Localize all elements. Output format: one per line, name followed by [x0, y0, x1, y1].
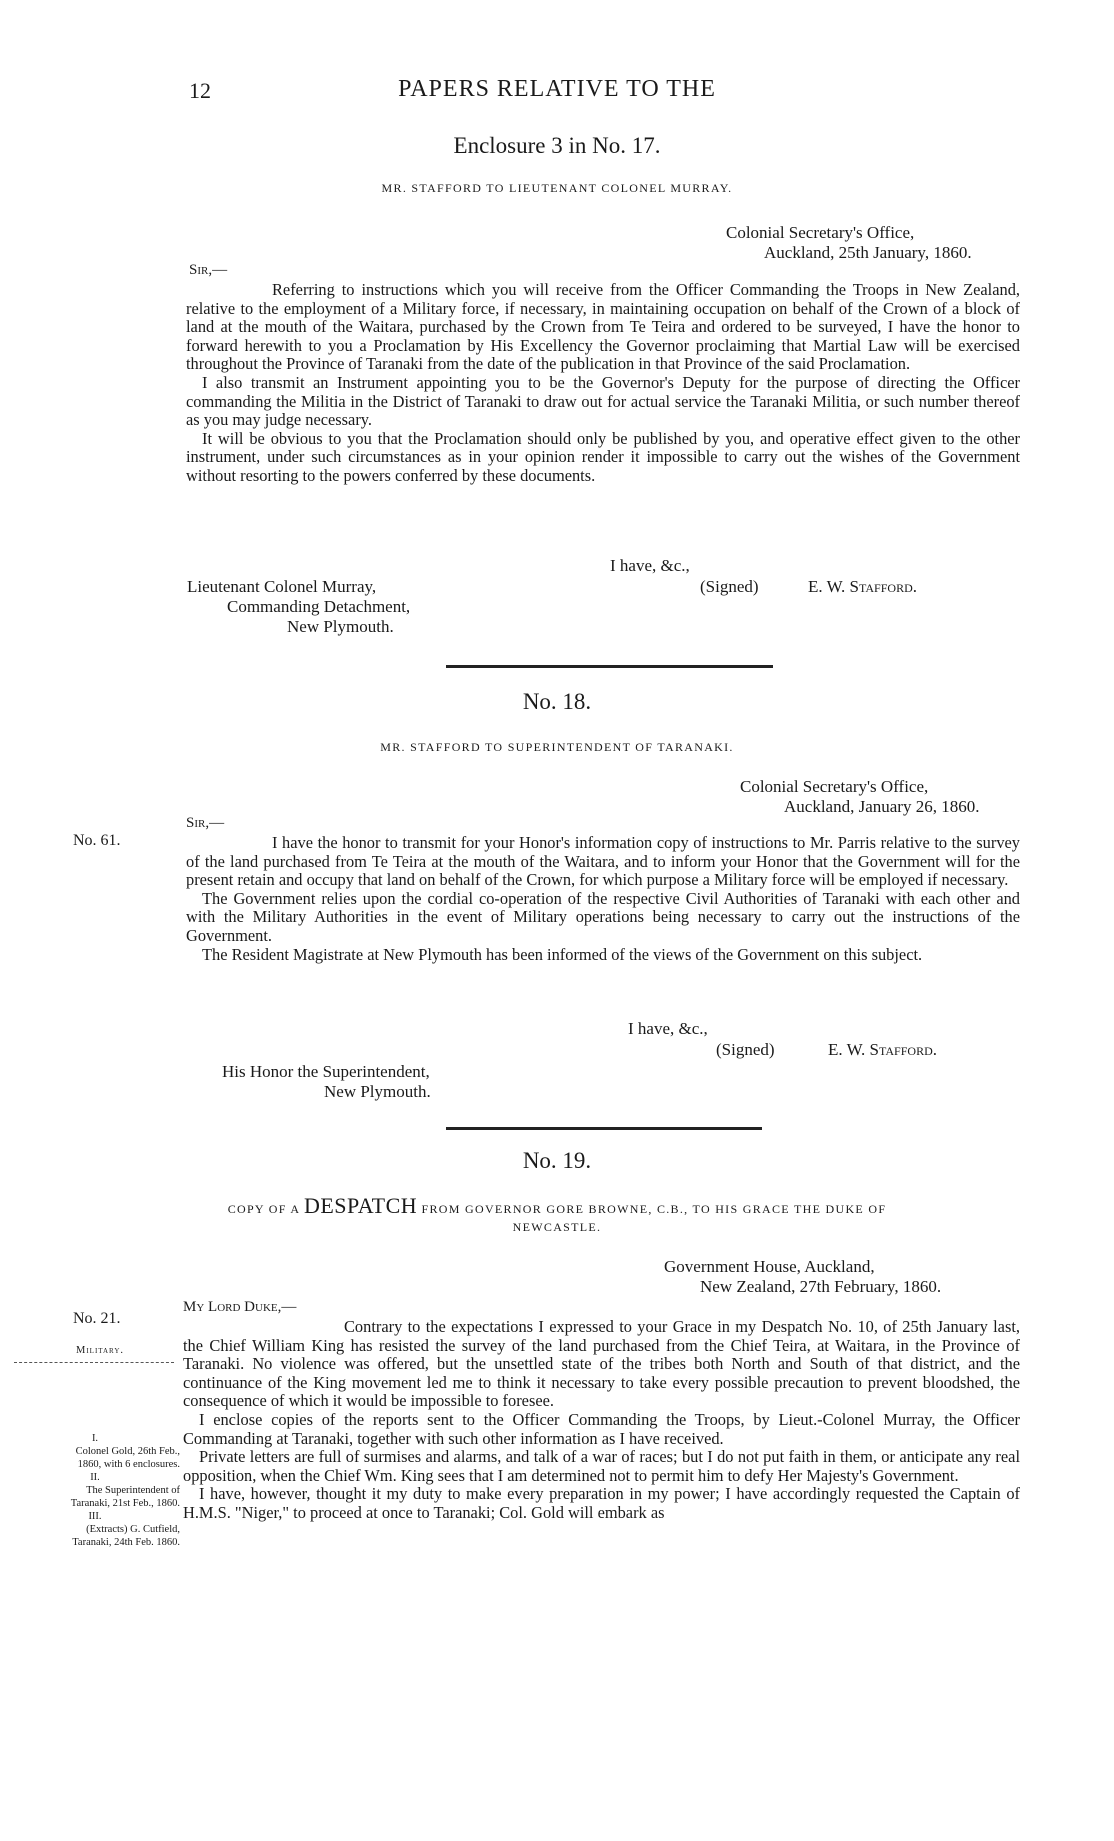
paragraph: Contrary to the expectations I expressed to your Grace in my Despatch No. 10, of 25th January last, the Chief William King has resisted the survey of the land purchased from the Chief Teira, at Waitara, in the Province of Taranaki. No violence was offered, but the unsettled state of the tribes both North and South of that district, and the continuance of the King movement led me to think it necessary to take every possible precaution to prevent bloodshed, the consequence of which it would be impossible to foresee. [183, 1317, 1020, 1411]
no18-body [186, 834, 1020, 964]
recipient-line: Commanding Detachment, [227, 597, 411, 616]
no19-title: No. 19. [522, 1148, 592, 1173]
signed-label: (Signed) [716, 1040, 775, 1059]
margin-note: Colonel Gold, 26th Feb., [75, 1446, 180, 1457]
paragraph: I enclose copies of the reports sent to the Officer Commanding the Troops, by Lieut.-Colonel Murray, the Officer Commanding at Taranaki, together with such other information as I have received. [183, 1409, 1020, 1448]
enclosure-address-line1: Colonial Secretary's Office, [726, 223, 915, 242]
no19-address-line2: New Zealand, 27th February, 1860. [700, 1277, 942, 1296]
enclosure-closing: I have, &c., [610, 556, 690, 575]
recipient-line: Lieutenant Colonel Murray, [187, 577, 377, 596]
section-divider [446, 1127, 762, 1130]
signed-label: (Signed) [700, 577, 759, 596]
paragraph: Private letters are full of surmises and alarms, and talk of a war of races; but I do not put faith in them, or anticipate any real opposition, when the Chief Wm. King sees that I am determined not to permit him to defy Her Majesty's Government. [183, 1447, 1020, 1485]
paragraph: The Resident Magistrate at New Plymouth has been informed of the views of the Government on this subject. [202, 944, 923, 964]
no19-address-line1: Government House, Auckland, [664, 1257, 875, 1276]
margin-note: Taranaki, 21st Feb., 1860. [70, 1498, 180, 1509]
margin-note: Taranaki, 24th Feb. 1860. [72, 1537, 180, 1548]
enclosure-salutation: Sir,— [189, 262, 228, 278]
margin-reference: No. 21. [73, 1310, 121, 1327]
subject-despatch: DESPATCH [303, 1193, 418, 1218]
recipient-line: New Plymouth. [287, 617, 394, 636]
margin-military: Military. [76, 1345, 125, 1356]
no18-address-line1: Colonial Secretary's Office, [740, 777, 929, 796]
page-number: 12 [189, 78, 211, 103]
recipient-line: His Honor the Superintendent, [222, 1062, 430, 1081]
margin-note: The Superintendent of [86, 1485, 180, 1496]
enclosure-body [186, 281, 1020, 486]
no18-subject: MR. STAFFORD TO SUPERINTENDENT OF TARANAKI. [380, 740, 734, 754]
subject-rest: FROM GOVERNOR GORE BROWNE, C.B., TO HIS GRACE THE DUKE OF [421, 1202, 887, 1216]
margin-notes [10, 1432, 180, 1549]
enclosure-title: Enclosure 3 in No. 17. [453, 133, 661, 158]
paragraph: It will be obvious to you that the Proclamation should only be published by you, and operative effect given to the other instrument, under such circumstances as in your opinion render it impossible to carry out the wishes of the Government without resorting to the powers conferred by these documents. [186, 428, 1020, 485]
recipient-line: New Plymouth. [324, 1082, 431, 1101]
no19-subject-line2: NEWCASTLE. [512, 1220, 602, 1234]
margin-note: 1860, with 6 enclosures. [77, 1459, 180, 1470]
margin-note: (Extracts) G. Cutfield, [86, 1524, 180, 1535]
running-head: PAPERS RELATIVE TO THE [398, 76, 716, 102]
enclosure-signature: E. W. Stafford. [808, 577, 917, 596]
subject-copy: COPY OF A [227, 1202, 300, 1216]
margin-reference: No. 61. [73, 832, 121, 849]
margin-numeral: II. [90, 1472, 100, 1483]
no18-address-line2: Auckland, January 26, 1860. [784, 797, 980, 816]
paragraph: I have the honor to transmit for your Honor's information copy of instructions to Mr. Parris relative to the survey of the land purchased from Te Teira at the mouth of the Waitara, and to inform your Honor that the Government will for the present retain and occupy that land on behalf of the Crown, for which purpose a Military force will be employed if necessary. [186, 833, 1020, 890]
no19-subject [0, 1193, 1114, 1219]
enclosure-subject: MR. STAFFORD TO LIEUTENANT COLONEL MURRAY. [381, 181, 733, 195]
no18-closing: I have, &c., [628, 1019, 708, 1038]
no18-signature: E. W. Stafford. [828, 1040, 937, 1059]
paragraph: I have, however, thought it my duty to make every preparation in my power; I have accordingly requested the Captain of H.M.S. "Niger," to proceed at once to Taranaki; Col. Gold will embark as [183, 1484, 1020, 1522]
no18-salutation: Sir,— [186, 815, 225, 831]
paragraph: The Government relies upon the cordial co-operation of the respective Civil Authorities of Taranaki with each other and with the Military Authorities in the event of Military operations being necessary to carry out the instructions of the Government. [186, 888, 1020, 945]
paragraph: Referring to instructions which you will receive from the Officer Commanding the Troops in New Zealand, relative to the employment of a Military force, if necessary, in maintaining occupation on behalf of the Crown of a block of land at the mouth of the Waitara, purchased by the Crown from Te Teira and ordered to be surveyed, I have the honor to forward herewith to you a Proclamation by His Excellency the Governor proclaiming that Martial Law will be exercised throughout the Province of Taranaki from the date of the publication in that Province of the said Proclamation. [186, 280, 1020, 374]
margin-numeral: I. [91, 1433, 99, 1444]
paragraph: I also transmit an Instrument appointing you to be the Governor's Deputy for the purpose of directing the Officer commanding the Militia in the District of Taranaki to draw out for actual service the Taranaki Militia, or such number thereof as you may judge necessary. [186, 372, 1020, 430]
no18-title: No. 18. [522, 689, 592, 714]
no19-body [183, 1318, 1020, 1523]
no19-salutation: My Lord Duke,— [183, 1299, 297, 1315]
enclosure-address-line2: Auckland, 25th January, 1860. [764, 243, 972, 262]
section-divider [446, 665, 773, 668]
margin-divider [14, 1362, 174, 1363]
margin-numeral: III. [88, 1511, 102, 1522]
